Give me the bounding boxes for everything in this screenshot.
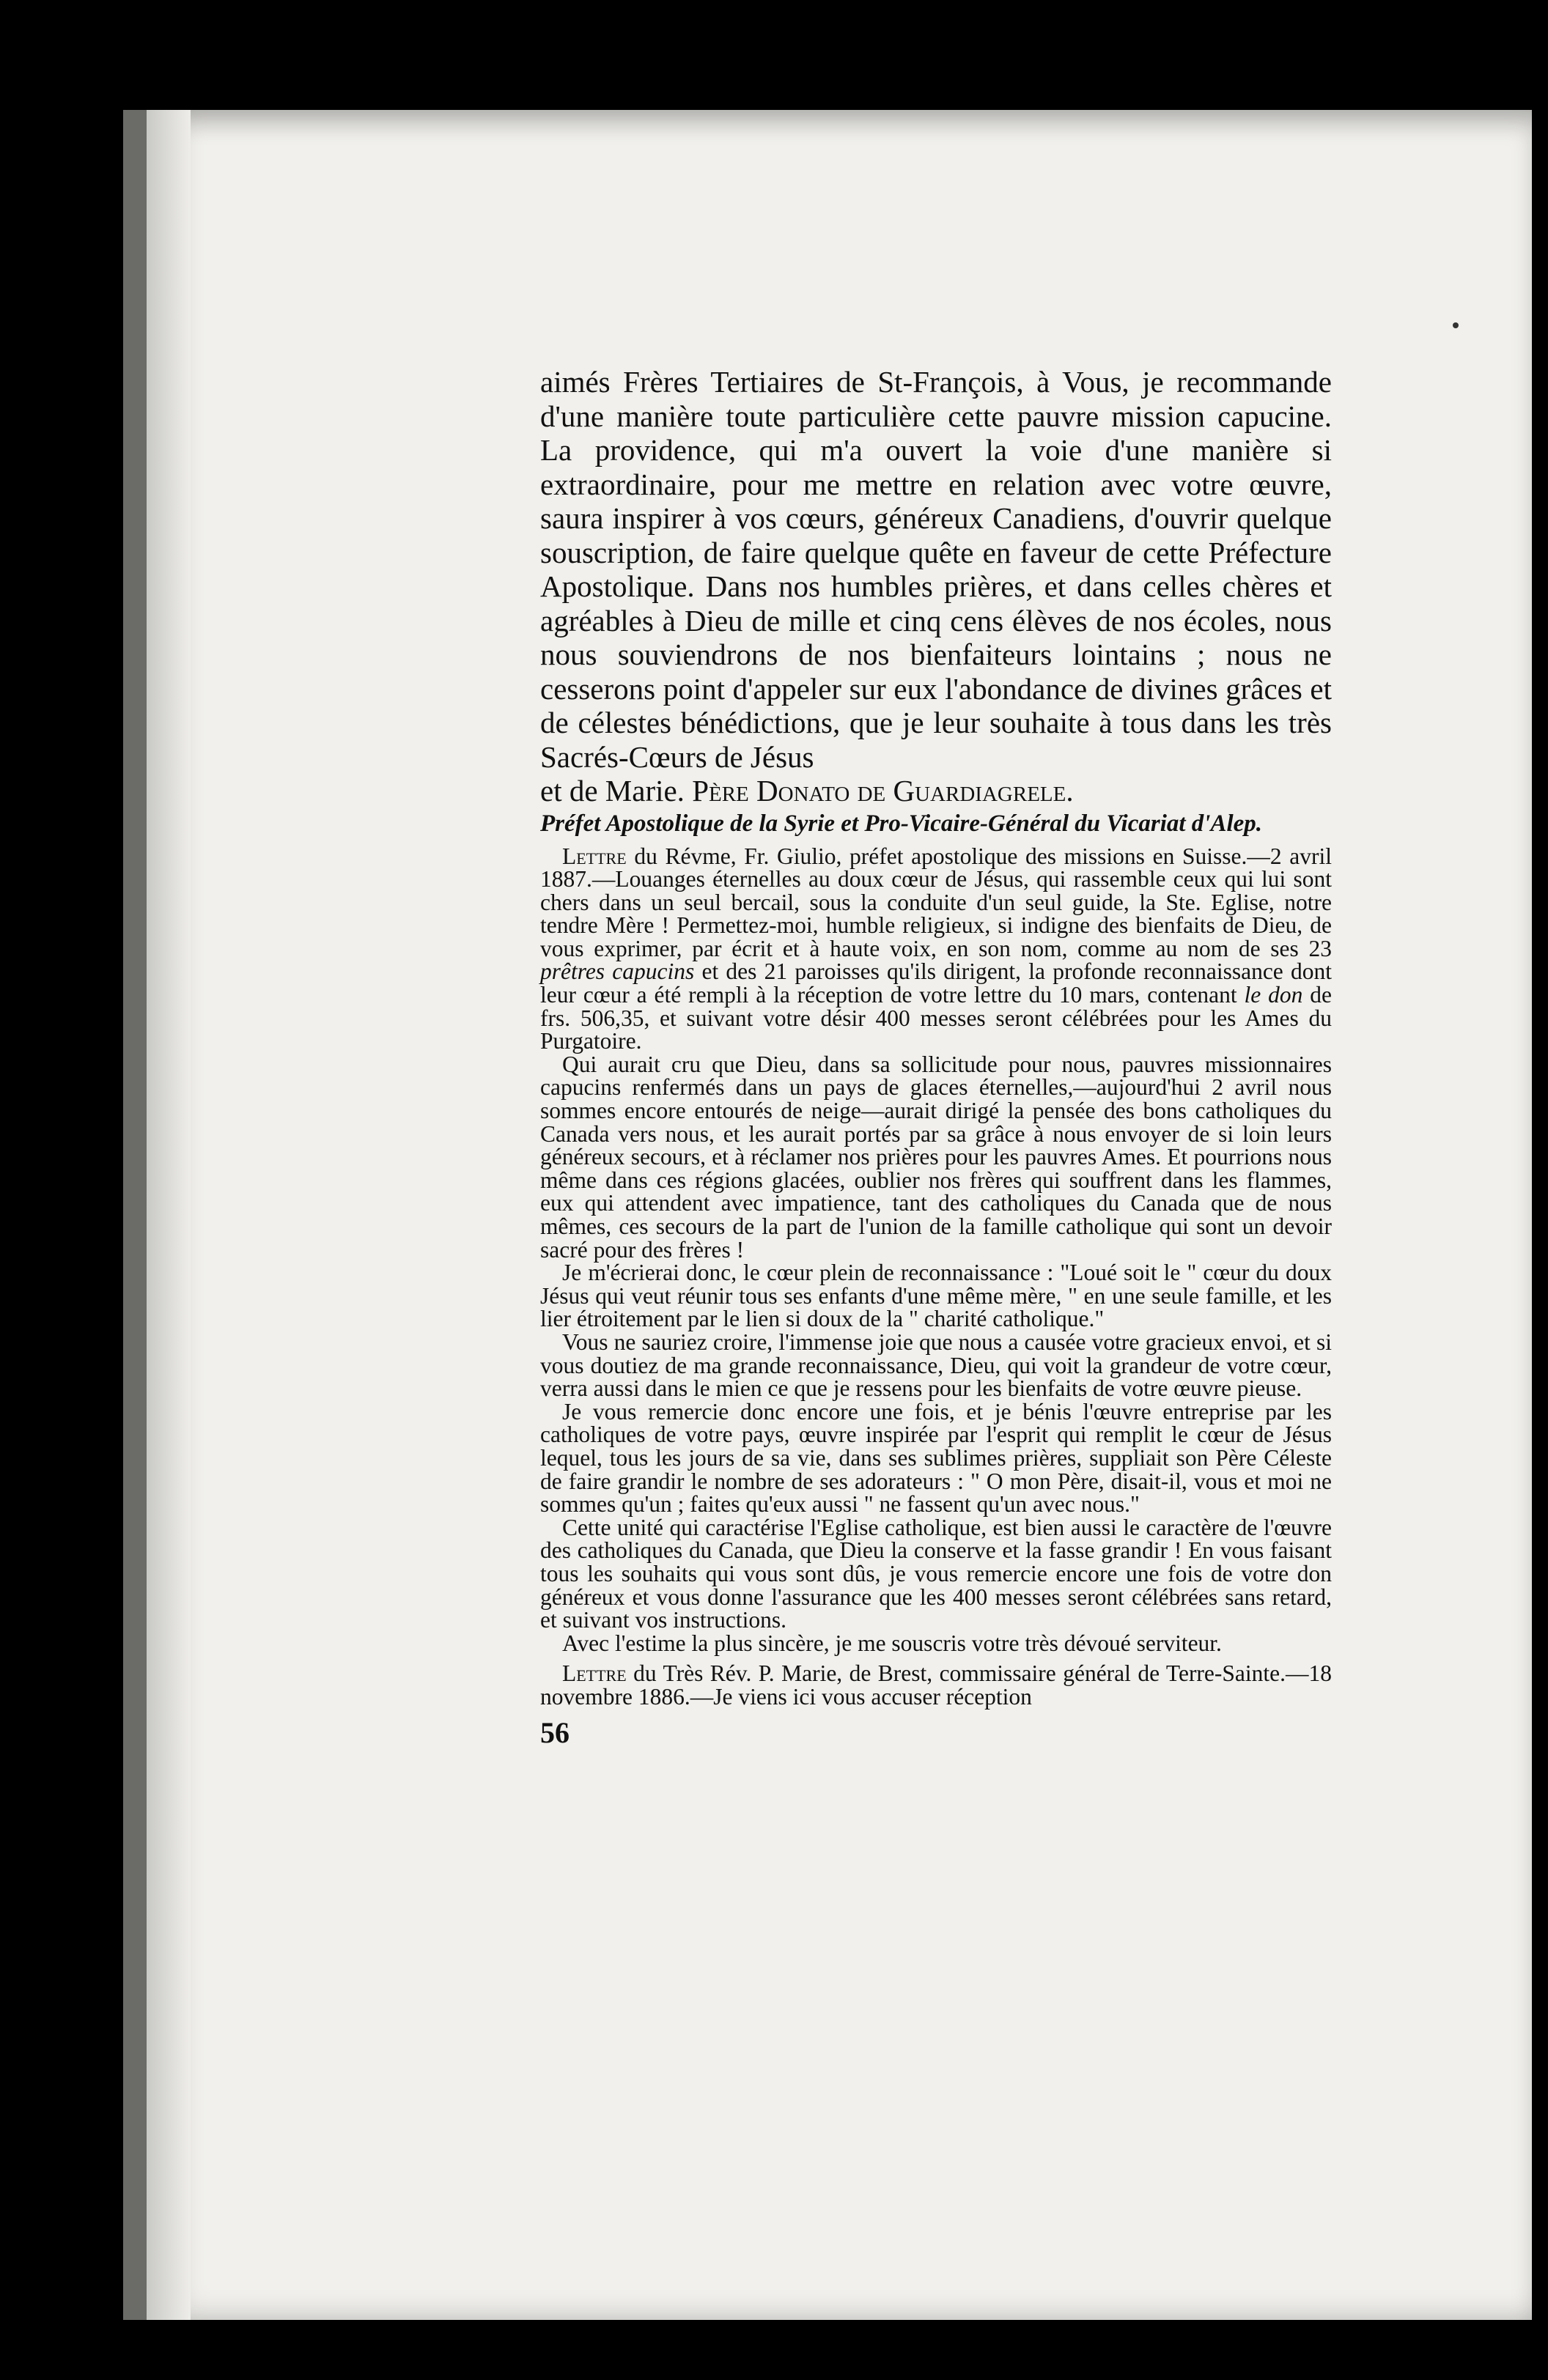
letter-one-intro-cont: et des 21 paroisses qu'ils dirigent, la profonde reconnaissance dont leur cœur a été rempli à la réception de votre lettre du 10 mars, contenant [540,958,1332,1008]
letter-one [540,845,1332,1709]
signature-line [540,774,1332,808]
letter-one-paragraph: Cette unité qui caractérise l'Eglise catholique, est bien aussi le caractère de l'œuvre des catholiques du Canada, que Dieu la conserve et la fasse grandir ! En vous faisant tous les souhaits qui vous sont dûs, je vous remercie encore une fois de votre don généreux et vous donne l'assurance que les 400 messes seront célébrées sans retard, et suivant vos instructions. [540,1514,1332,1633]
page-number: 56 [540,1716,570,1750]
page-text [540,365,1332,1750]
closing-words: et de Marie. [540,774,685,808]
signature-title: Préfet Apostolique de la Syrie et Pro-Vicaire-Général du Vicariat d'Alep. [540,810,1263,837]
speck-mark [1453,322,1459,328]
letter-one-intro-text: du Révme, Fr. Giulio, préfet apostolique des missions en Suisse.—2 avril 1887.—Louanges éternelles au doux cœur de Jésus, qui rassemble ceux qui lui sont chers dans un seul bercail, sous la conduite d'un seul guide, la Ste. Eglise, notre tendre Mère ! Permettez-moi, humble religieux, si indigne des bienfaits de Dieu, de vous exprimer, par écrit et à haute voix, en son nom, comme au nom de ses 23 [540,843,1332,961]
letter-heading-word: Lettre [562,1660,627,1687]
letter-two-text: du Très Rév. P. Marie, de Brest, commissaire général de Terre-Sainte.—18 novembre 1886.—Je viens ici vous accuser réception [540,1660,1333,1710]
letter-one-paragraph: Je m'écrierai donc, le cœur plein de reconnaissance : "Loué soit le " cœur du doux Jésus qui veut réunir tous ses enfants d'une même mère, " en une seule famille, et les lier étroitement par le lien si doux de la " charité catholique." [540,1260,1332,1332]
letter-two [540,1662,1332,1708]
letter-heading-word: Lettre [562,843,627,869]
signature-name: Père Donato de Guardiagrele. [692,774,1074,808]
letter-one-intro [540,845,1332,1053]
lead-paragraph-text: aimés Frères Tertiaires de St-François, à Vous, je recommande d'une manière toute particulière cette pauvre mission capucine. La providence, qui m'a ouvert la voie d'une manière si extraordinaire, pour me mettre en relation avec votre œuvre, saura inspirer à vos cœurs, généreux Canadiens, d'ouvrir quelque souscription, de faire quelque quête en faveur de cette Préfecture Apostolique. Dans nos humbles prières, et dans celles chères et agréables à Dieu de mille et cinq cens élèves de nos écoles, nous nous souviendrons de nos bienfaiteurs lointains ; nous ne cesserons point d'appeler sur eux l'abondance de divines grâces et de célestes bénédictions, que je leur souhaite à tous dans les très Sacrés-Cœurs de Jésus [540,365,1332,774]
letter-one-paragraph: Avec l'estime la plus sincère, je me souscris votre très dévoué serviteur. [562,1630,1222,1656]
letter-one-italic-2: le don [1244,982,1303,1008]
letter-one-paragraph: Qui aurait cru que Dieu, dans sa sollicitude pour nous, pauvres missionnaires capucins renfermés dans un pays de glaces éternelles,—aujourd'hui 2 avril nous sommes encore entourés de neige—aurait dirigé la pensée des bons catholiques du Canada vers nous, et les aurait portés par sa grâce à nous envoyer de si loin leurs généreux secours, et à réclamer nos prières pour les pauvres Ames. Et pourrions nous même dans ces régions glacées, oublier nos frères qui souffrent dans les flammes, eux qui attendent avec impatience, tant des catholiques du Canada que de nous mêmes, ces secours de la part de l'union de la famille catholique qui sont un devoir sacré pour des frères ! [540,1051,1332,1263]
letter-one-paragraph: Je vous remercie donc encore une fois, et je bénis l'œuvre entreprise par les catholiques de votre pays, œuvre inspirée par l'esprit qui remplit le cœur de Jésus lequel, tous les jours de sa vie, dans ses sublimes prières, suppliait son Père Céleste de faire grandir le nombre de ses adorateurs : " O mon Père, disait-il, vous et moi ne sommes qu'un ; faites qu'eux aussi " ne fassent qu'un avec nous." [540,1398,1332,1518]
letter-one-paragraph: Vous ne sauriez croire, l'immense joie que nous a causée votre gracieux envoi, et si vous doutiez de ma grande reconnaissance, Dieu, qui voit la grandeur de votre cœur, verra aussi dans le mien ce que je ressens pour les bienfaits de votre œuvre pieuse. [540,1328,1332,1402]
letter-one-intro-end: de frs. 506,35, et suivant votre désir 400 messes seront célébrées pour les Ames du Purgatoire. [540,982,1333,1054]
sheet-binding-edge [147,110,191,2320]
letter-one-italic: prêtres capucins [540,958,695,985]
lead-paragraph [540,365,1332,774]
